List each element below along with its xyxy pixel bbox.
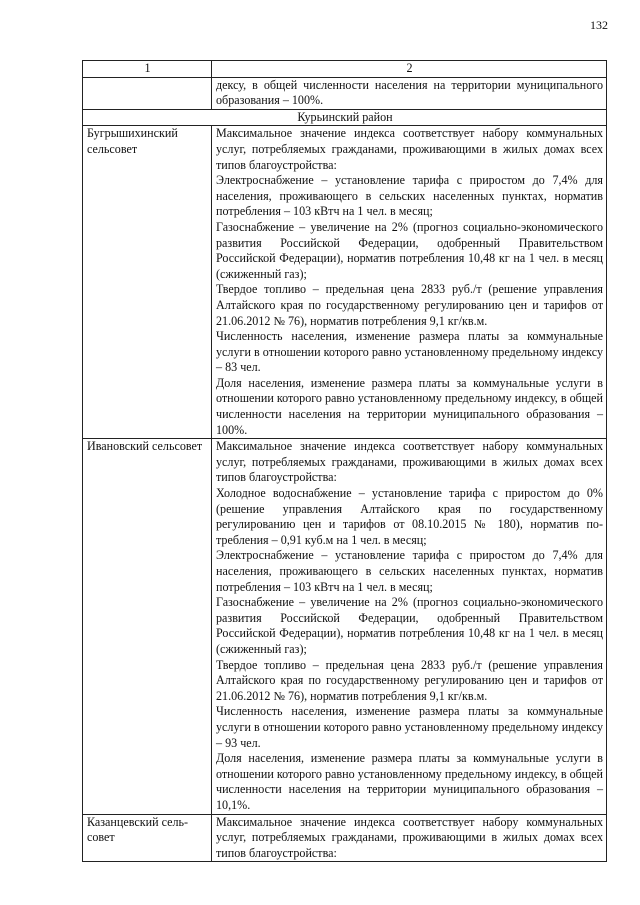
header-col-2: 2 [212, 61, 607, 78]
continuation-text: дексу, в общей численности населения на территории муниципального образования – 100%. [216, 77, 603, 108]
paragraph: Численность населения, изменение размера платы за коммунальные услуги в отношении которого равно установленному предельному индексу – 83 чел. [216, 329, 603, 375]
header-col-1: 1 [83, 61, 212, 78]
empty-cell [83, 77, 212, 109]
paragraph: Максимальное значение индекса соответствует набору коммунальных услуг, потребляемых гражданами, проживающими в жилых домах всех типов благоустройства: [216, 814, 603, 860]
table-row [83, 439, 607, 814]
continuation-cell [212, 77, 607, 109]
page-number: 132 [590, 18, 608, 32]
paragraph: Электроснабжение – установление тарифа с приростом до 7,4% для населения, проживающего в сельских населенных пунктах, норматив потребления – 103 кВтч на 1 чел. в месяц; [216, 548, 603, 594]
settlement-name: Казанцевский сельсовет [83, 814, 212, 862]
district-title: Курьинский район [83, 109, 607, 126]
paragraph: Холодное водоснабжение – установление тарифа с приростом до 0% (решение управления Алтайского края по государственному регулированию цен и тарифов от 08.10.2015 № 180), норматив потребления – 0,91 куб.м на 1 чел. в месяц; [216, 486, 603, 547]
paragraph: Доля населения, изменение размера платы за коммунальные услуги в отношении которого равно установленному предельному индексу, в общей численности населения на территории муниципального образования – 10,1%. [216, 751, 603, 812]
settlement-description [212, 439, 607, 814]
paragraph: Доля населения, изменение размера платы за коммунальные услуги в отношении которого равно установленному предельному индексу, в общей численности населения на территории муниципального образования – 100%. [216, 375, 603, 437]
paragraph: Газоснабжение – увеличение на 2% (прогноз социально-экономического развития Российской Федерации, одобренный Правительством Российской Федерации), норматив потребления 10,48 кг на 1 чел. в месяц (сжиженный газ); [216, 595, 603, 656]
table-row [83, 126, 607, 439]
paragraph: Максимальное значение индекса соответствует набору коммунальных услуг, потребляемых гражданами, проживающими в жилых домах всех типов благоустройства: [216, 439, 603, 485]
paragraph: Электроснабжение – установление тарифа с приростом до 7,4% для населения, проживающего в сельских населенных пунктах, норматив потребления – 103 кВтч на 1 чел. в месяц; [216, 173, 603, 219]
settlement-description [212, 126, 607, 439]
municipal-index-table [82, 60, 607, 862]
table-row [83, 814, 607, 862]
paragraph: Твердое топливо – предельная цена 2833 руб./т (решение управления Алтайского края по государственному регулированию цен и тарифов от 21.06.2012 № 76), норматив потребления 9,1 кг/кв.м. [216, 657, 603, 703]
paragraph: Газоснабжение – увеличение на 2% (прогноз социально-экономического развития Российской Федерации, одобренный Правительством Российской Федерации), норматив потребления 10,48 кг на 1 чел. в месяц (сжиженный газ); [216, 219, 603, 281]
settlement-description [212, 814, 607, 862]
district-row [83, 109, 607, 126]
paragraph: Максимальное значение индекса соответствует набору коммунальных услуг, потребляемых гражданами, проживающими в жилых домах всех типов благоустройства: [216, 126, 603, 172]
table-header-row [83, 61, 607, 78]
settlement-name: Бугрышихинский сельсовет [83, 126, 212, 439]
paragraph: Твердое топливо – предельная цена 2833 руб./т (решение управления Алтайского края по государственному регулированию цен и тарифов от 21.06.2012 № 76), норматив потребления 9,1 кг/кв.м. [216, 282, 603, 328]
continuation-row [83, 77, 607, 109]
settlement-name: Ивановский сельсовет [83, 439, 212, 814]
paragraph: Численность населения, изменение размера платы за коммунальные услуги в отношении которого равно установленному предельному индексу – 93 чел. [216, 704, 603, 750]
